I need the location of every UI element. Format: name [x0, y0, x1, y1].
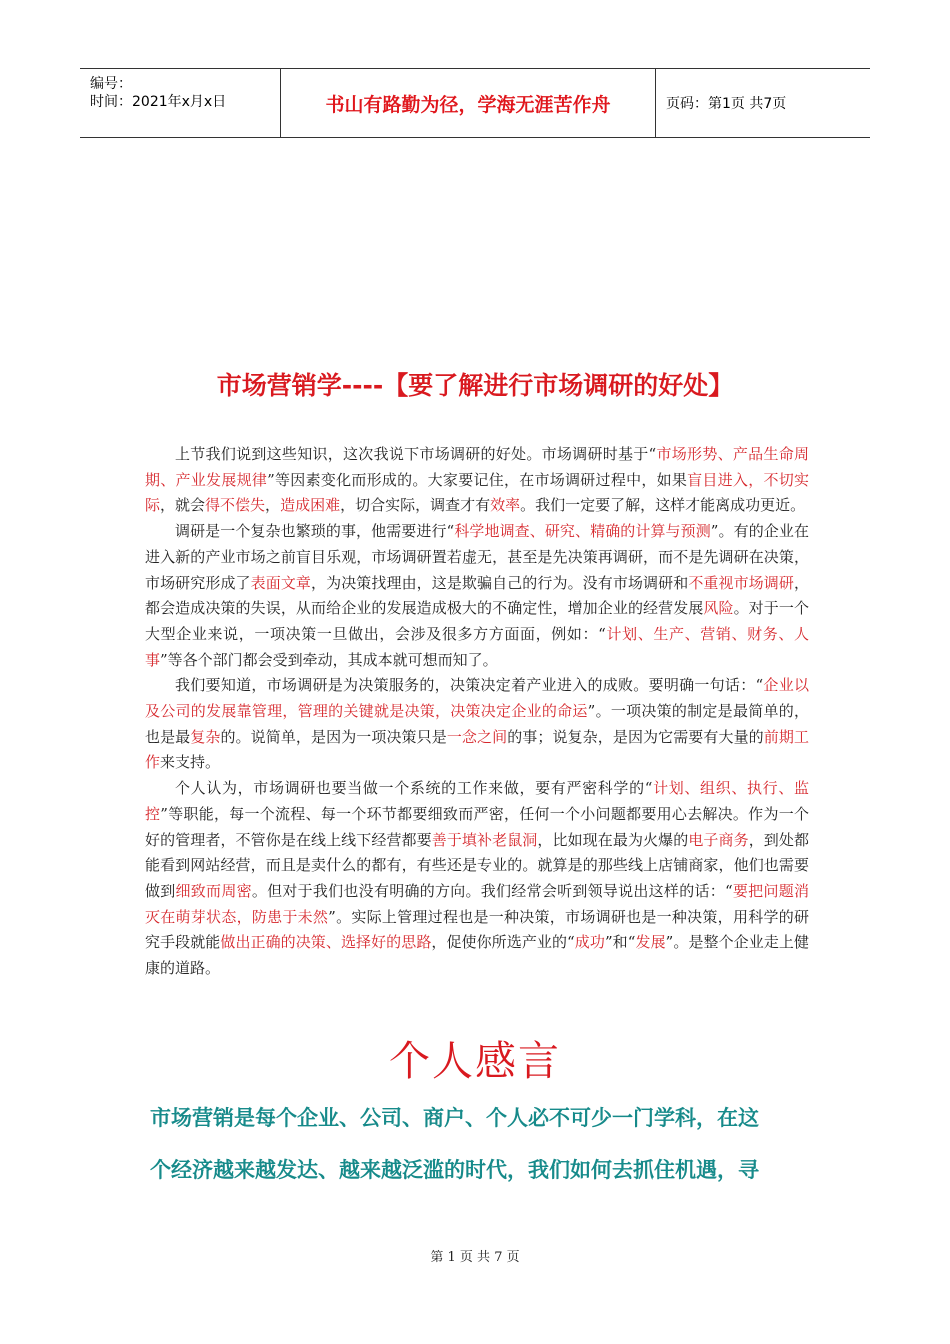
- section-heading: 个人感言: [389, 1037, 561, 1085]
- header-motto: 书山有路勤为径，学海无涯苦作舟: [325, 93, 611, 116]
- highlight-span: 善于填补老鼠洞: [431, 830, 538, 849]
- text-span: ”等因素变化而形成的。大家要记住，在市场调研过程中，如果: [267, 470, 688, 489]
- highlight-span: 不重视市场调研: [688, 573, 794, 592]
- highlight-span: 企业以及公司的发展靠管理，管理的关键就是决策，决策决定企业的命运: [145, 676, 809, 721]
- paragraph-2: [145, 519, 809, 673]
- text-span: ”。是整个企业走上健康的道路。: [145, 933, 809, 978]
- text-span: 调研是一个复杂也繁琐的事，他需要进行“: [175, 522, 455, 541]
- paragraph-4: [145, 776, 809, 982]
- text-span: 的。说简单，是因为一项决策只是: [220, 727, 447, 746]
- paragraph-3: [145, 673, 809, 776]
- text-span: ，为决策找理由，这是欺骗自己的行为。没有市场调研和: [311, 573, 689, 592]
- highlight-span: 成功: [574, 933, 605, 952]
- page-number-label: 页码：第1页 共7页: [666, 96, 787, 112]
- text-span: ”。实际上管理过程也是一种决策，市场调研也是一种决策，用科学的研究手段就能: [145, 907, 809, 952]
- text-span: ”和“: [604, 933, 636, 952]
- text-span: 我们要知道，市场调研是为决策服务的，决策决定着产业进入的成败。要明确一句话：“: [175, 676, 764, 695]
- text-span: ，促使你所选产业的“: [431, 933, 575, 952]
- text-span: ，到处都能看到网站经营，而且是卖什么的都有，有些还是专业的。就算是的那些线上店铺商家，他们也需要做到: [145, 830, 809, 900]
- text-span: ，比如现在最为火爆的: [537, 830, 689, 849]
- highlight-span: 计划、生产、营销、财务、人事: [145, 624, 809, 669]
- text-span: ”。有的企业在进入新的产业市场之前盲目乐观，市场调研置若虚无，甚至是先决策再调研，而不是先调研在决策，市场研究形成了: [145, 522, 809, 592]
- text-span: ，切合实际，调查才有: [340, 496, 491, 515]
- text-span: ，都会造成决策的失误，从而给企业的发展造成极大的不确定性，增加企业的经营发展: [145, 573, 809, 618]
- number-label: 编号：: [90, 76, 132, 92]
- highlight-span: 前期工作: [145, 727, 809, 772]
- highlight-span: 电子商务: [688, 830, 749, 849]
- text-span: 上节我们说到这些知识，这次我说下市场调研的好处。市场调研时基于“: [175, 445, 657, 463]
- highlight-span: 效率: [490, 496, 521, 515]
- header-divider: [655, 69, 656, 137]
- highlight-span: 市场形势、产品生命周期、产业发展规律: [145, 445, 809, 489]
- highlight-span: 计划、组织、执行、监控: [145, 779, 809, 823]
- time-label: 时间：2021年x月x日: [90, 94, 227, 110]
- text-span: 个人认为，市场调研也要当做一个系统的工作来做，要有严密科学的“: [175, 779, 653, 798]
- teal-line: 市场营销是每个企业、公司、商户、个人必不可少一门学科，在这: [150, 1106, 759, 1130]
- text-span: ，: [265, 496, 281, 515]
- highlight-span: 发展: [635, 933, 666, 952]
- highlight-span: 一念之间: [446, 727, 508, 746]
- document-title: 市场营销学----【要了解进行市场调研的好处】: [216, 371, 734, 400]
- text-span: 。对于一个大型企业来说，一项决策一旦做出，会涉及很多方方面面，例如：“: [145, 599, 809, 643]
- highlight-span: 风险: [703, 599, 734, 618]
- article-body: [145, 442, 809, 982]
- header-table: [80, 68, 870, 138]
- text-span: ”。一项决策的制定是最简单的，也是最: [145, 702, 809, 746]
- highlight-span: 细致而周密: [175, 881, 252, 900]
- page-footer: 第 1 页 共 7 页: [430, 1250, 520, 1265]
- text-span: ”等职能，每一个流程、每一个环节都要细致而严密，任何一个小问题都要用心去解决。作为一个好的管理者，不管你是在线上线下经营都要: [145, 804, 809, 849]
- highlight-span: 复杂: [190, 727, 221, 746]
- text-span: 来支持。: [160, 753, 221, 772]
- highlight-span: 要把问题消灭在萌芽状态，防患于未然: [145, 881, 809, 926]
- text-span: 。但对于我们也没有明确的方向。我们经常会听到领导说出这样的话：“: [251, 881, 733, 900]
- highlight-span: 科学地调查、研究、精确的计算与预测: [454, 522, 711, 541]
- paragraph-1: [145, 442, 809, 519]
- text-span: ，就会: [160, 496, 206, 515]
- teal-line: 个经济越来越发达、越来越泛滥的时代，我们如何去抓住机遇，寻: [150, 1158, 759, 1182]
- highlight-span: 造成困难: [280, 496, 341, 515]
- text-span: ”等各个部门都会受到牵动，其成本就可想而知了。: [160, 650, 498, 669]
- highlight-span: 盲目进入，不切实际: [145, 470, 809, 515]
- highlight-span: 做出正确的决策、选择好的思路: [220, 933, 432, 952]
- highlight-span: 表面文章: [250, 573, 312, 592]
- text-span: 。我们一定要了解，这样才能离成功更近。: [520, 496, 806, 515]
- text-span: 的事；说复杂，是因为它需要有大量的: [507, 727, 764, 746]
- highlight-span: 得不偿失: [205, 496, 266, 515]
- header-left-cell: [80, 69, 280, 137]
